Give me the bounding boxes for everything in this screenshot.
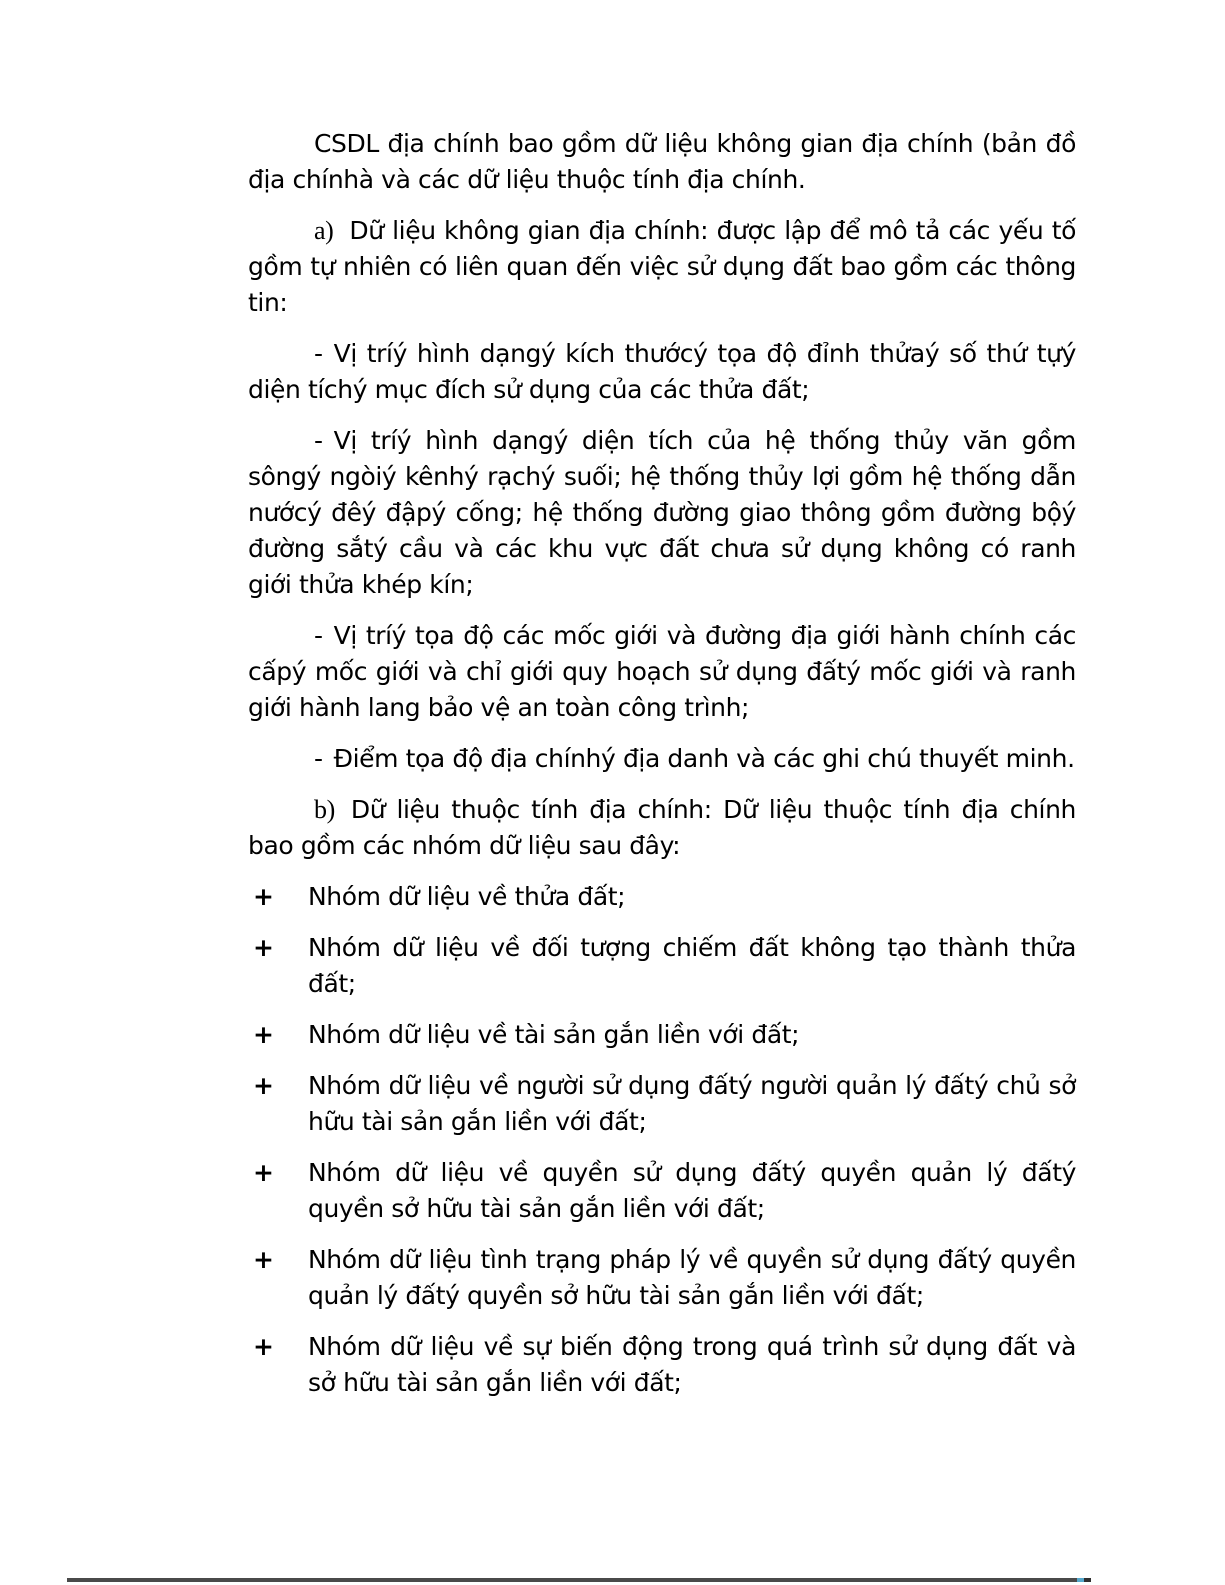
plus-list-item bbox=[248, 1068, 1076, 1140]
plus-list-item bbox=[248, 1329, 1076, 1401]
paragraph-text: Dữ liệu thuộc tính địa chính: Dữ liệu thuộc tính địa chính bao gồm các nhóm dữ liệu sau đây: bbox=[248, 795, 1076, 860]
plus-bullet: + bbox=[253, 1245, 274, 1274]
plus-bullet: + bbox=[253, 1020, 274, 1049]
dash-marker: - bbox=[314, 621, 323, 650]
plus-bullet: + bbox=[253, 1071, 274, 1100]
paragraph-text: Dữ liệu không gian địa chính: được lập để mô tả các yếu tố gồm tự nhiên có liên quan đến việc sử dụng đất bao gồm các thông tin: bbox=[248, 216, 1076, 317]
plus-list-item bbox=[248, 879, 1076, 915]
plus-list-item bbox=[248, 930, 1076, 1002]
plus-bullet: + bbox=[253, 1332, 274, 1361]
plus-bullet: + bbox=[253, 933, 274, 962]
dash-paragraph bbox=[248, 741, 1076, 777]
list-item-text: Nhóm dữ liệu về đối tượng chiếm đất không tạo thành thửa đất; bbox=[308, 933, 1076, 998]
plus-list-item bbox=[248, 1155, 1076, 1227]
bottom-rule-main bbox=[67, 1578, 1077, 1582]
plus-bullet: + bbox=[253, 882, 274, 911]
list-item-text: Nhóm dữ liệu về tài sản gắn liền với đất; bbox=[308, 1020, 800, 1049]
lettered-paragraph bbox=[248, 213, 1076, 321]
plus-bullet: + bbox=[253, 1158, 274, 1187]
list-item-text: Nhóm dữ liệu về quyền sử dụng đấtý quyền quản lý đấtý quyền sở hữu tài sản gắn liền với đất; bbox=[308, 1158, 1076, 1223]
paragraph-text: Vị tríý tọa độ các mốc giới và đường địa giới hành chính các cấpý mốc giới và chỉ giới quy hoạch sử dụng đấtý mốc giới và ranh giới hành lang bảo vệ an toàn công trình; bbox=[248, 621, 1076, 722]
paragraph-text: Vị tríý hình dạngý diện tích của hệ thống thủy văn gồm sôngý ngòiý kênhý rạchý suối; hệ thống thủy lợi gồm hệ thống dẫn nướcý đêý đậpý cống; hệ thống đường giao thông gồm đường bộý đường sắtý cầu và các khu vực đất chưa sử dụng không có ranh giới thửa khép kín; bbox=[248, 426, 1076, 599]
lettered-paragraph bbox=[248, 792, 1076, 864]
list-item-text: Nhóm dữ liệu về thửa đất; bbox=[308, 882, 626, 911]
bottom-rule-accent bbox=[1077, 1578, 1084, 1582]
dash-marker: - bbox=[314, 339, 323, 368]
list-item-text: Nhóm dữ liệu tình trạng pháp lý về quyền sử dụng đấtý quyền quản lý đấtý quyền sở hữu tài sản gắn liền với đất; bbox=[308, 1245, 1076, 1310]
page-bottom-rule bbox=[67, 1578, 1091, 1582]
dash-marker: - bbox=[314, 426, 323, 455]
dash-marker: - bbox=[314, 744, 323, 773]
dash-paragraph bbox=[248, 618, 1076, 726]
paragraph-text: CSDL địa chính bao gồm dữ liệu không gian địa chính (bản đồ địa chínhà và các dữ liệu thuộc tính địa chính. bbox=[248, 129, 1076, 194]
paragraph-text: Điểm tọa độ địa chínhý địa danh và các ghi chú thuyết minh. bbox=[333, 744, 1075, 773]
bottom-rule-tip bbox=[1084, 1578, 1091, 1582]
letter-marker: a) bbox=[314, 216, 334, 245]
paragraph-text: Vị tríý hình dạngý kích thướcý tọa độ đỉnh thửaý số thứ tựý diện tíchý mục đích sử dụng của các thửa đất; bbox=[248, 339, 1076, 404]
plus-list-item bbox=[248, 1017, 1076, 1053]
paragraph bbox=[248, 126, 1076, 198]
list-item-text: Nhóm dữ liệu về người sử dụng đấtý người quản lý đấtý chủ sở hữu tài sản gắn liền với đất; bbox=[308, 1071, 1076, 1136]
dash-paragraph bbox=[248, 423, 1076, 603]
plus-list-item bbox=[248, 1242, 1076, 1314]
letter-marker: b) bbox=[314, 795, 335, 824]
dash-paragraph bbox=[248, 336, 1076, 408]
list-item-text: Nhóm dữ liệu về sự biến động trong quá trình sử dụng đất và sở hữu tài sản gắn liền với đất; bbox=[308, 1332, 1076, 1397]
document-body bbox=[248, 126, 1076, 1416]
